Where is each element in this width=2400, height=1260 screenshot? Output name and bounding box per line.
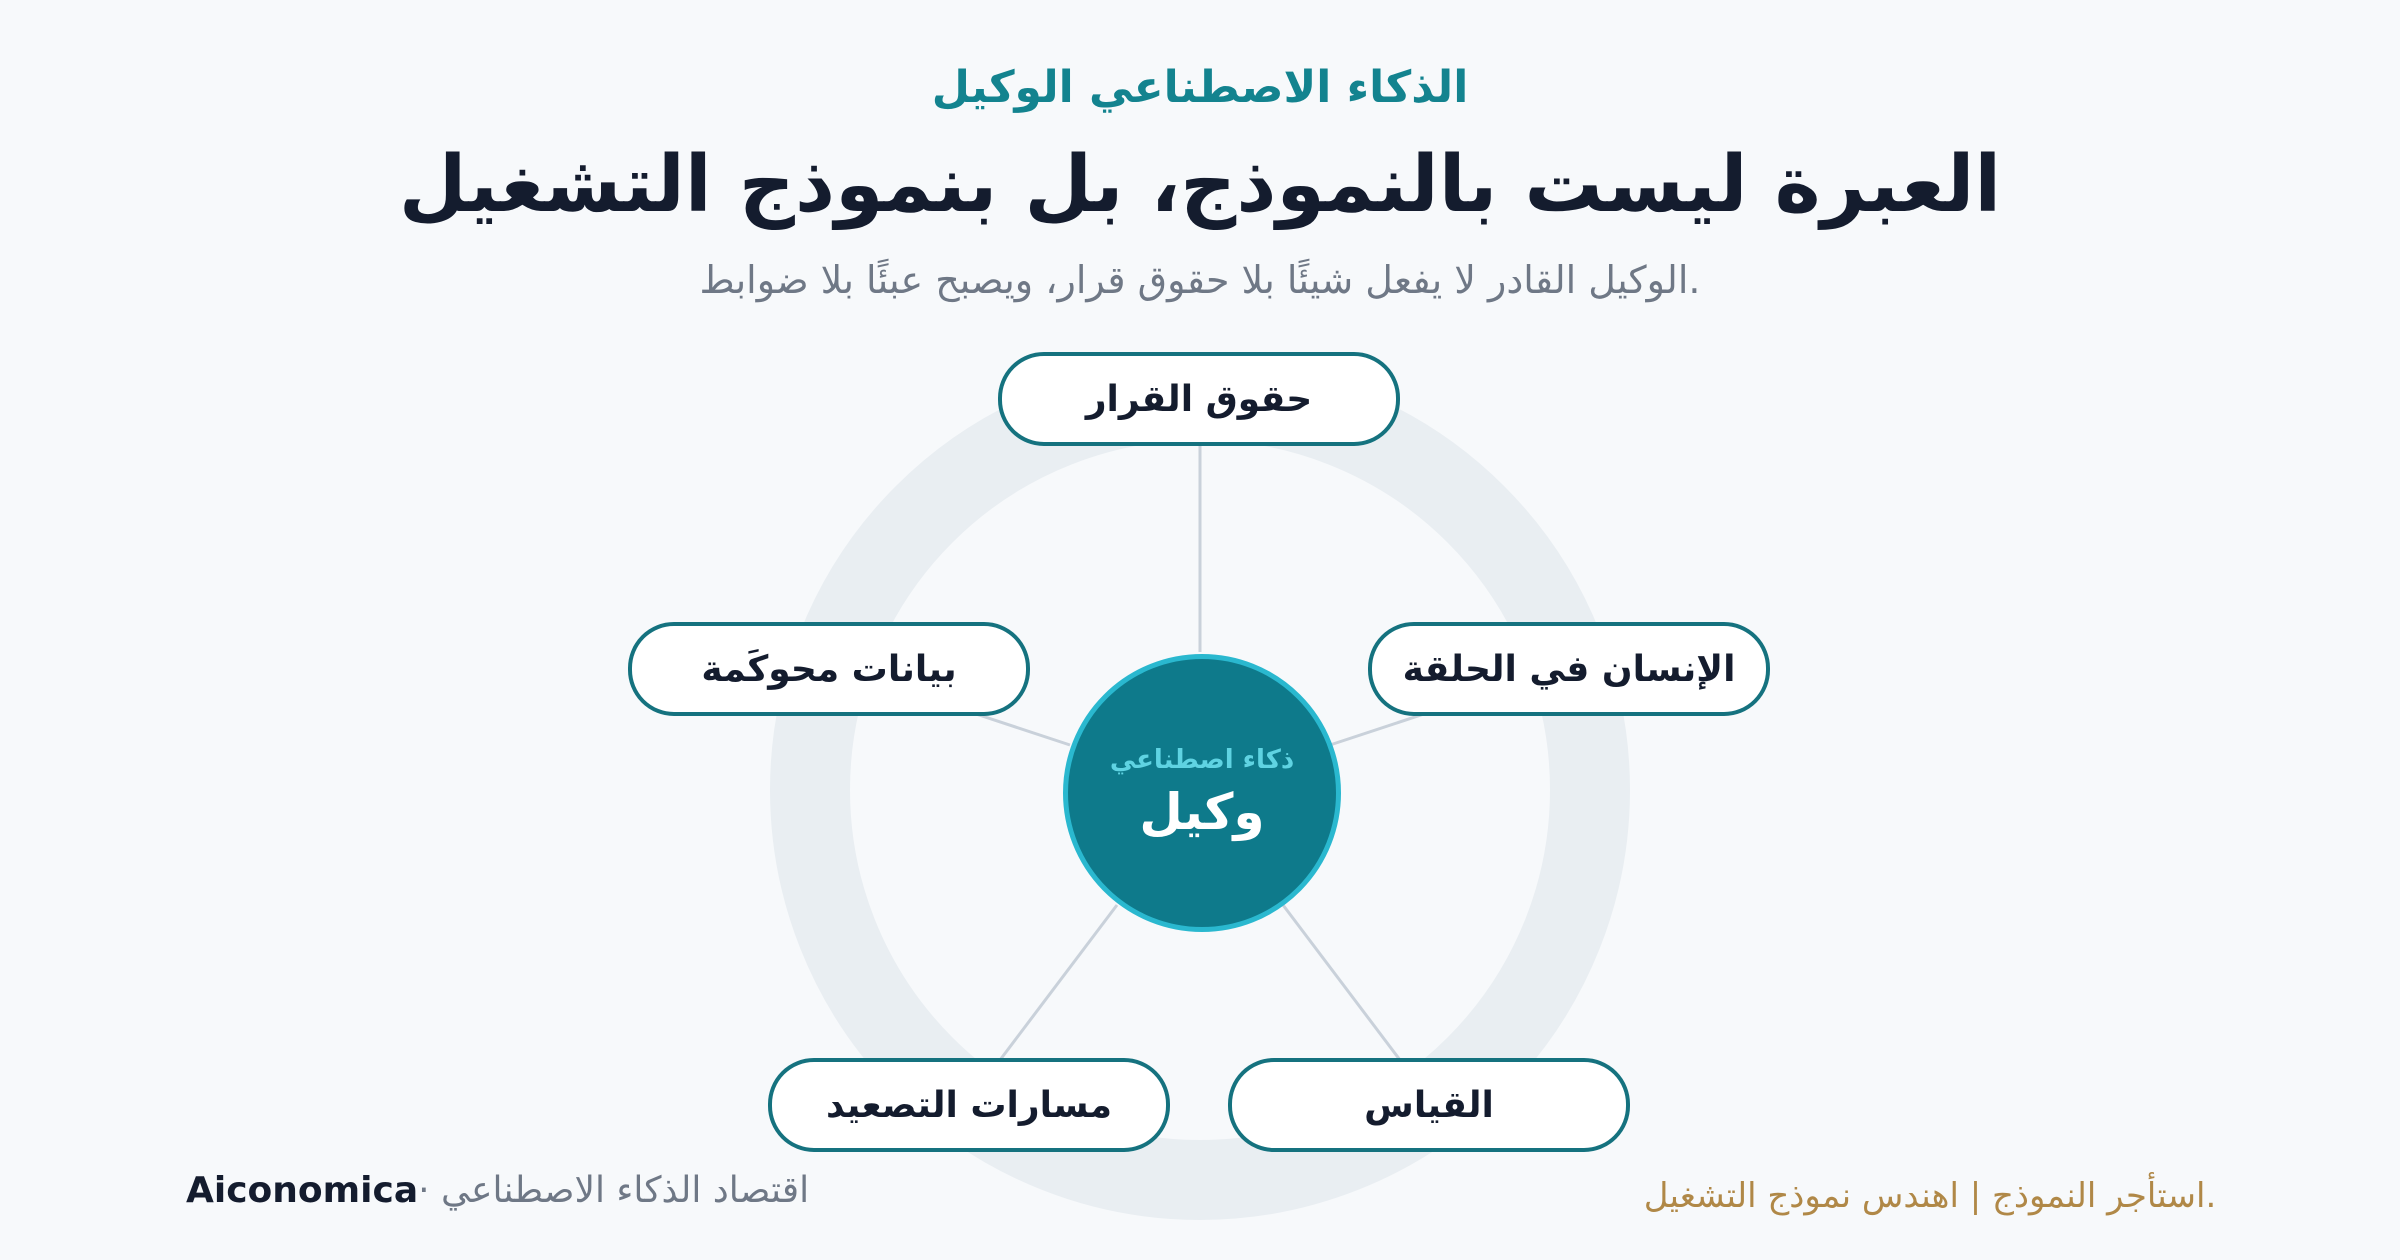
connector-bottom-right: [1283, 905, 1400, 1060]
node-governed-data: بيانات محوكَمة: [628, 622, 1030, 716]
connector-right: [1330, 712, 1430, 745]
node-human-in-loop: الإنسان في الحلقة: [1368, 622, 1770, 716]
node-escalation-paths: مسارات التصعيد: [768, 1058, 1170, 1152]
brand-logo-text: Aiconomica: [186, 1170, 419, 1211]
brand-tagline: اقتصاد الذكاء الاصطناعي: [441, 1170, 810, 1211]
hub-subtitle: ذكاء اصطناعي: [1109, 745, 1295, 775]
brand-separator: ·: [418, 1170, 430, 1211]
page-subtitle: .الوكيل القادر لا يفعل شيئًا بلا حقوق قرار، ويصبح عبئًا بلا ضوابط: [699, 258, 1701, 302]
hub-title: وكيل: [1139, 783, 1265, 841]
hub-circle: [1063, 654, 1341, 932]
node-measurement: القياس: [1228, 1058, 1630, 1152]
kicker-title: الذكاء الاصطناعي الوكيل: [931, 62, 1469, 113]
connector-bottom-left: [1000, 905, 1117, 1060]
footer-cta: .استأجر النموذج | اهندس نموذج التشغيل: [1643, 1176, 2217, 1216]
footer-brand-line: [186, 1170, 809, 1211]
node-decision-rights: حقوق القرار: [998, 352, 1400, 446]
connector-left: [970, 712, 1070, 745]
page-title: العبرة ليست بالنموذج، بل بنموذج التشغيل: [398, 140, 2002, 230]
